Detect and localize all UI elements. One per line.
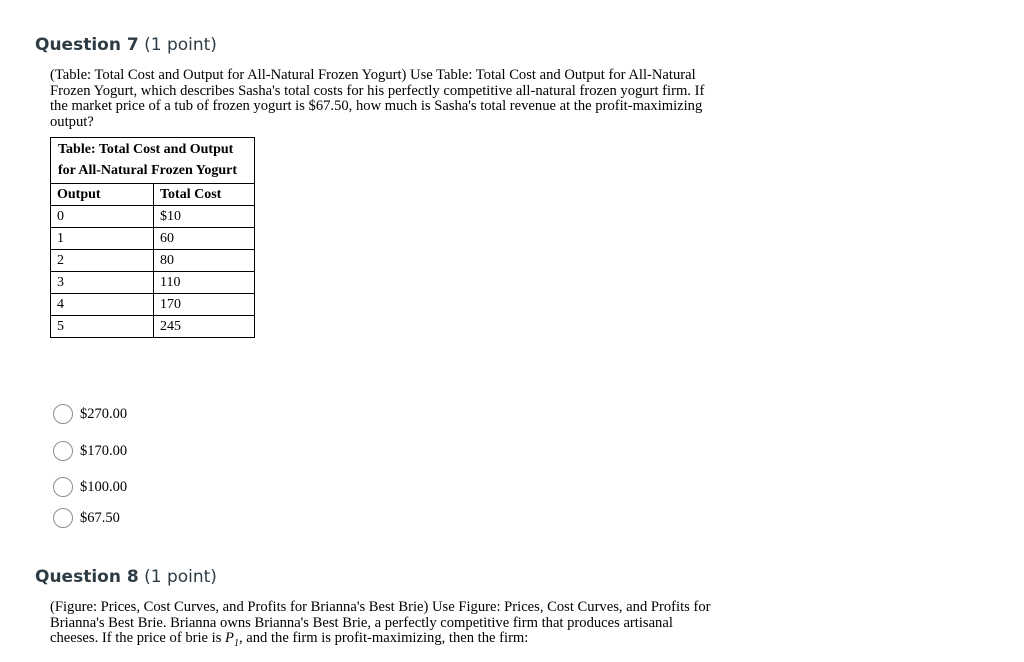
table-row (51, 206, 255, 228)
column-header-output: Output (51, 184, 154, 206)
output-cell: 2 (51, 250, 154, 272)
output-cell: 5 (51, 316, 154, 338)
answer-option-170[interactable] (53, 440, 127, 462)
radio-button[interactable] (53, 477, 73, 497)
price-symbol: P (225, 630, 234, 646)
question-text-part: , and the firm is profit-maximizing, then the firm: (238, 630, 529, 646)
table-header-row (51, 184, 255, 206)
output-cell: 3 (51, 272, 154, 294)
total-cost-cell: 80 (154, 250, 255, 272)
table-row (51, 272, 255, 294)
radio-button[interactable] (53, 508, 73, 528)
table-caption: Table: Total Cost and Output for All-Natural Frozen Yogurt (51, 138, 255, 184)
radio-button[interactable] (53, 404, 73, 424)
answer-option-67-50[interactable] (53, 507, 120, 529)
column-header-total-cost: Total Cost (154, 184, 255, 206)
answer-label[interactable]: $67.50 (80, 509, 120, 526)
radio-button[interactable] (53, 441, 73, 461)
total-cost-cell: $10 (154, 206, 255, 228)
question-text-part: (Figure: Prices, Cost Curves, and Profits for Brianna's Best Brie) Use Figure: Prices, Cost Curves, and Profits for Brianna's Best Brie. Brianna owns Brianna's Best Brie, a perfectly competitive firm that produces artisanal cheeses. If the price of brie is (50, 599, 711, 646)
output-cell: 1 (51, 228, 154, 250)
cost-output-table (50, 137, 255, 338)
question-8-title (35, 567, 217, 587)
output-cell: 4 (51, 294, 154, 316)
price-subscript: 1 (233, 637, 239, 649)
total-cost-cell: 170 (154, 294, 255, 316)
question-7-text: (Table: Total Cost and Output for All-Natural Frozen Yogurt) Use Table: Total Cost and Output for All-Natural Frozen Yogurt, which describes Sasha's total costs for his perfectly competitive all-natural frozen yogurt firm. If the market price of a tub of frozen yogurt is $67.50, how much is Sasha's total revenue at the profit-maximizing output? (50, 67, 705, 130)
question-8-text (50, 600, 715, 651)
question-number: Question 8 (35, 567, 139, 587)
total-cost-cell: 110 (154, 272, 255, 294)
answer-option-100[interactable] (53, 476, 127, 498)
table-row (51, 250, 255, 272)
answer-option-270[interactable] (53, 403, 127, 425)
table-row (51, 316, 255, 338)
answer-label[interactable]: $270.00 (80, 405, 128, 422)
question-points: (1 point) (144, 35, 217, 55)
table-row (51, 228, 255, 250)
answer-label[interactable]: $170.00 (80, 442, 128, 459)
answer-label[interactable]: $100.00 (80, 478, 128, 495)
output-cell: 0 (51, 206, 154, 228)
question-number: Question 7 (35, 35, 139, 55)
question-7-title (35, 35, 217, 55)
question-points: (1 point) (144, 567, 217, 587)
total-cost-cell: 245 (154, 316, 255, 338)
table-row (51, 294, 255, 316)
total-cost-cell: 60 (154, 228, 255, 250)
